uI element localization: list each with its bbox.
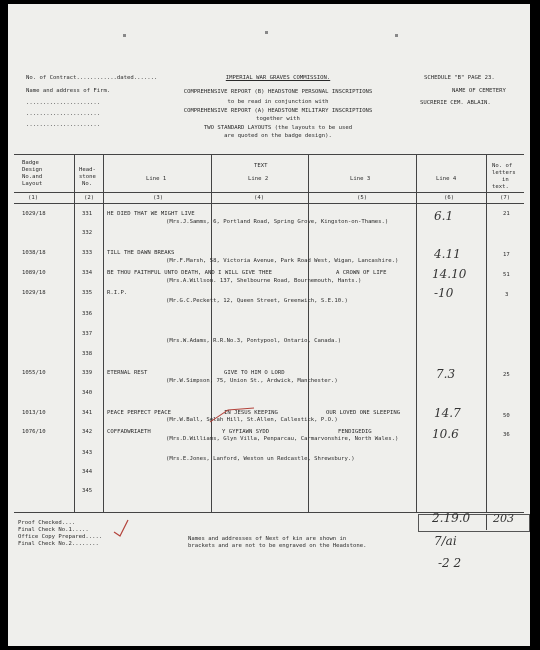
handwritten-note: -2 2 [438, 556, 462, 570]
cemetery-name: SUCRERIE CEM. ABLAIN. [420, 100, 491, 106]
firm-dots: ...................... [26, 100, 101, 106]
cemetery-label: NAME OF CEMETERY [452, 88, 506, 94]
row-handwritten-cost: 14.7 [434, 406, 461, 420]
row-next-of-kin: (Mr.W.Simpson, 75, Union St., Ardwick, Manchester.) [166, 378, 338, 384]
row-handwritten-cost: 7.3 [436, 367, 456, 381]
total-box-divider [486, 514, 487, 530]
row-next-of-kin: (Mrs.A.Willson. 137, Shelbourne Road, Bournemouth, Hants.) [166, 278, 362, 284]
row-headstone-no: 334 [82, 270, 93, 276]
col-badge-header: Layout [22, 181, 43, 187]
col-badge-header: No.and [22, 174, 43, 180]
row-letters: 17 [503, 252, 510, 258]
row-line1: COFFADWRIAETH [107, 429, 151, 435]
total-cost: 2.19.0 [432, 511, 471, 525]
column-divider [74, 154, 75, 512]
row-next-of-kin: (Mrs.D.Williams, Glyn Villa, Penparcau, Carmarvonshire, North Wales.) [166, 436, 399, 442]
col-letters-header: text. [492, 184, 509, 190]
subtitle-line: TWO STANDARD LAYOUTS (the layouts to be used [203, 125, 353, 131]
row-headstone-no: 338 [82, 351, 93, 357]
col-badge-header: Design [22, 167, 43, 173]
subtitle-line: COMPREHENSIVE REPORT (B) HEADSTONE PERSONAL INSCRIPTIONS [183, 89, 373, 95]
row-headstone-no: 344 [82, 469, 93, 475]
row-headstone-no: 343 [82, 450, 93, 456]
row-letters: 25 [503, 372, 510, 378]
col-number: (4) [254, 195, 265, 201]
col-line3-header: Line 3 [350, 176, 371, 182]
firm-dots: ...................... [26, 122, 101, 128]
col-badge-header: Badge [22, 160, 39, 166]
row-letters: 36 [503, 432, 510, 438]
row-handwritten-cost: 6.1 [434, 209, 454, 223]
contract-label: No. of Contract............dated....... [26, 75, 158, 81]
row-headstone-no: 331 [82, 211, 93, 217]
row-next-of-kin: (Mrs.E.Jones, Lanford, Weston un Redcastle, Shrewsbury.) [166, 456, 355, 462]
col-number: (6) [444, 195, 455, 201]
row-line3: A CROWN OF LIFE [336, 270, 387, 276]
doc-title: IMPERIAL WAR GRAVES COMMISSION. [225, 75, 331, 81]
row-line2: Y GYFIAWN SYDD [222, 429, 270, 435]
col-number: (3) [153, 195, 164, 201]
row-letters: 50 [503, 413, 510, 419]
office-copy-label: Office Copy Prepared..... [18, 534, 103, 540]
firm-label: Name and address of Firm. [26, 88, 111, 94]
row-line1: PEACE PERFECT PEACE [107, 410, 171, 416]
col-line1-header: Line 1 [146, 176, 167, 182]
col-letters-header: letters [492, 170, 516, 176]
row-next-of-kin: (Mr.F.Marsh, 58, Victoria Avenue, Park Road West, Wigan, Lancashire.) [166, 258, 399, 264]
row-line2: IN JESUS KEEPING [224, 410, 278, 416]
row-badge: 1076/10 [22, 429, 46, 435]
row-badge: 1055/10 [22, 370, 46, 376]
row-line3: FENDIGEDIG [338, 429, 372, 435]
row-line1: R.I.P. [107, 290, 128, 296]
row-headstone-no: 335 [82, 290, 93, 296]
table-top-rule [14, 154, 524, 155]
footer-note: Names and addresses of Next of kin are shown in [188, 536, 347, 542]
punch-hole [123, 34, 126, 37]
firm-dots: ...................... [26, 111, 101, 117]
row-badge: 1038/18 [22, 250, 46, 256]
row-headstone-no: 337 [82, 331, 93, 337]
col-headstone-header: stone [79, 174, 96, 180]
col-headstone-header: Head- [79, 167, 96, 173]
document-page [8, 4, 530, 646]
col-number: (5) [357, 195, 368, 201]
col-number: (1) [28, 195, 39, 201]
row-badge: 1029/18 [22, 211, 46, 217]
row-badge: 1029/18 [22, 290, 46, 296]
row-line1: TILL THE DAWN BREAKS [107, 250, 175, 256]
row-headstone-no: 341 [82, 410, 93, 416]
row-letters: 21 [503, 211, 510, 217]
col-number: (2) [84, 195, 95, 201]
red-check-mark [112, 518, 132, 538]
row-next-of-kin: (Mrs.J.Samms, 6, Portland Road, Spring Grove, Kingston-on-Thames.) [166, 219, 389, 225]
column-number-rule [14, 192, 524, 193]
proof-checked-label: Proof Checked.... [18, 520, 76, 526]
row-handwritten-cost: -10 [434, 286, 454, 300]
subtitle-line: are quoted on the badge design). [224, 133, 332, 139]
punch-hole [395, 34, 398, 37]
row-headstone-no: 333 [82, 250, 93, 256]
row-headstone-no: 332 [82, 230, 93, 236]
final-check-1-label: Final Check No.1..... [18, 527, 89, 533]
row-next-of-kin: (Mrs.W.Adams, R.R.No.3, Pontypool, Ontario, Canada.) [166, 338, 342, 344]
row-headstone-no: 340 [82, 390, 93, 396]
column-divider [103, 154, 104, 512]
column-divider [486, 154, 487, 512]
subtitle-line: to be read in conjunction with [227, 99, 329, 105]
col-text-header: TEXT [254, 163, 268, 169]
row-headstone-no: 342 [82, 429, 93, 435]
row-letters: 51 [503, 272, 510, 278]
row-handwritten-cost: 4.11 [434, 247, 461, 261]
col-headstone-header: No. [82, 181, 93, 187]
row-badge: 1089/10 [22, 270, 46, 276]
row-headstone-no: 345 [82, 488, 93, 494]
col-line4-header: Line 4 [436, 176, 457, 182]
row-headstone-no: 336 [82, 311, 93, 317]
handwritten-note: 7/ai [434, 534, 457, 548]
row-headstone-no: 339 [82, 370, 93, 376]
row-next-of-kin: (Mr.W.Ball, Selah Hill, St.Allen, Callestick, P.O.) [166, 417, 338, 423]
row-line3: OUR LOVED ONE SLEEPING [326, 410, 401, 416]
total-letters: 203 [493, 512, 514, 525]
row-badge: 1013/10 [22, 410, 46, 416]
column-divider [416, 154, 417, 512]
row-handwritten-cost: 10.6 [432, 427, 459, 441]
row-handwritten-cost: 14.10 [432, 267, 467, 281]
red-correction-mark [208, 404, 258, 426]
subtitle-line: COMPREHENSIVE REPORT (A) HEADSTONE MILITARY INSCRIPTIONS [183, 108, 373, 114]
subtitle-line: together with [256, 116, 300, 122]
schedule-label: SCHEDULE "B" PAGE 23. [424, 75, 495, 81]
row-line1: ETERNAL REST [107, 370, 148, 376]
row-line1: HE DIED THAT WE MIGHT LIVE [107, 211, 195, 217]
col-line2-header: Line 2 [248, 176, 269, 182]
row-line2: GIVE TO HIM O LORD [224, 370, 285, 376]
row-line1: BE THOU FAITHFUL UNTO DEATH, AND I WILL GIVE THEE [107, 270, 273, 276]
col-letters-header: in [502, 177, 509, 183]
col-letters-header: No. of [492, 163, 513, 169]
final-check-2-label: Final Check No.2........ [18, 541, 99, 547]
punch-hole [265, 31, 268, 34]
col-number: (7) [500, 195, 511, 201]
header-bottom-rule [14, 203, 524, 204]
row-letters: 3 [505, 292, 509, 298]
row-next-of-kin: (Mr.G.C.Peckett, 12, Queen Street, Greenwich, S.E.10.) [166, 298, 348, 304]
footer-note: brackets and are not to be engraved on the Headstone. [188, 543, 367, 549]
